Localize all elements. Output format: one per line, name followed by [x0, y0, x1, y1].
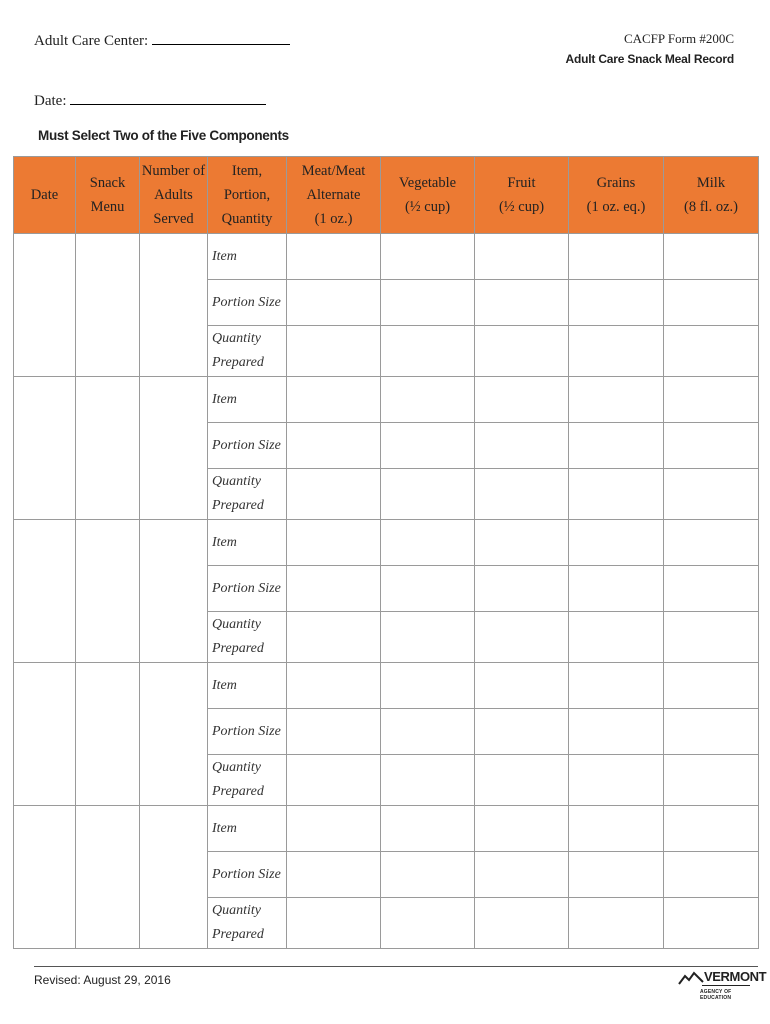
column-header-text: (1 oz. eq.) [586, 199, 646, 215]
grains-cell[interactable] [569, 234, 664, 280]
meat-cell[interactable] [287, 520, 381, 566]
grains-cell[interactable] [569, 898, 664, 949]
column-header-text: Alternate [306, 187, 361, 203]
adults-served-cell[interactable] [140, 520, 208, 663]
column-header-text: Menu [90, 199, 125, 215]
row-label-text: Item [212, 534, 237, 550]
fruit-cell[interactable] [475, 377, 569, 423]
fruit-cell[interactable] [475, 663, 569, 709]
grains-cell[interactable] [569, 709, 664, 755]
adult-care-center-line[interactable] [152, 30, 290, 45]
row-label-text: Portion Size [212, 866, 281, 882]
date-cell[interactable] [14, 806, 76, 949]
column-header-5 [381, 157, 475, 234]
meat-cell[interactable] [287, 234, 381, 280]
row-label-text: Prepared [212, 355, 264, 370]
date-cell[interactable] [14, 663, 76, 806]
vegetable-cell[interactable] [381, 234, 475, 280]
grains-cell[interactable] [569, 469, 664, 520]
vegetable-cell[interactable] [381, 469, 475, 520]
grains-cell[interactable] [569, 280, 664, 326]
form-title: Adult Care Snack Meal Record [565, 52, 734, 66]
fruit-cell[interactable] [475, 326, 569, 377]
grains-cell[interactable] [569, 755, 664, 806]
instruction-text: Must Select Two of the Five Components [38, 128, 289, 143]
vegetable-cell[interactable] [381, 663, 475, 709]
date-cell[interactable] [14, 234, 76, 377]
grains-cell[interactable] [569, 663, 664, 709]
row-label-text: Portion Size [212, 294, 281, 310]
row-label-text: Quantity [212, 331, 261, 346]
fruit-cell[interactable] [475, 566, 569, 612]
header-row [14, 157, 759, 234]
vegetable-cell[interactable] [381, 280, 475, 326]
milk-cell[interactable] [664, 566, 759, 612]
milk-cell[interactable] [664, 469, 759, 520]
row-label-text: Item [212, 820, 237, 836]
milk-cell[interactable] [664, 520, 759, 566]
vegetable-cell[interactable] [381, 326, 475, 377]
row-label-cell [208, 566, 287, 612]
meat-cell[interactable] [287, 423, 381, 469]
vegetable-cell[interactable] [381, 709, 475, 755]
column-header-text: Quantity [221, 211, 273, 227]
meat-cell[interactable] [287, 709, 381, 755]
logo-subtitle: AGENCY OF EDUCATION [700, 989, 732, 1001]
column-header-2 [140, 157, 208, 234]
column-header-6 [475, 157, 569, 234]
snack-menu-cell[interactable] [76, 520, 140, 663]
table-row [14, 520, 759, 566]
column-header-text: (8 fl. oz.) [684, 199, 738, 215]
adults-served-cell[interactable] [140, 377, 208, 520]
adult-care-center-field[interactable] [34, 30, 290, 50]
grains-cell[interactable] [569, 806, 664, 852]
row-label-text: Quantity [212, 760, 261, 775]
meat-cell[interactable] [287, 755, 381, 806]
adults-served-cell[interactable] [140, 806, 208, 949]
row-label-cell [208, 377, 287, 423]
milk-cell[interactable] [664, 377, 759, 423]
row-label-cell [208, 663, 287, 709]
column-header-text: Date [30, 187, 59, 203]
milk-cell[interactable] [664, 423, 759, 469]
table-row [14, 377, 759, 423]
column-header-text: Grains [596, 175, 636, 191]
row-label-cell [208, 326, 287, 377]
milk-cell[interactable] [664, 234, 759, 280]
row-label-text: Quantity [212, 617, 261, 632]
logo-underline [702, 985, 750, 986]
adults-served-cell[interactable] [140, 234, 208, 377]
meat-cell[interactable] [287, 469, 381, 520]
table-row [14, 663, 759, 709]
snack-menu-cell[interactable] [76, 663, 140, 806]
snack-menu-cell[interactable] [76, 377, 140, 520]
row-label-text: Item [212, 677, 237, 693]
milk-cell[interactable] [664, 612, 759, 663]
grains-cell[interactable] [569, 377, 664, 423]
row-label-cell [208, 423, 287, 469]
row-label-cell [208, 234, 287, 280]
milk-cell[interactable] [664, 663, 759, 709]
fruit-cell[interactable] [475, 755, 569, 806]
milk-cell[interactable] [664, 326, 759, 377]
fruit-cell[interactable] [475, 234, 569, 280]
fruit-cell[interactable] [475, 612, 569, 663]
column-header-text: (½ cup) [498, 199, 545, 215]
grains-cell[interactable] [569, 852, 664, 898]
vegetable-cell[interactable] [381, 566, 475, 612]
row-label-cell [208, 709, 287, 755]
row-label-text: Prepared [212, 784, 264, 799]
grains-cell[interactable] [569, 612, 664, 663]
grains-cell[interactable] [569, 423, 664, 469]
row-label-cell [208, 898, 287, 949]
column-header-1 [76, 157, 140, 234]
column-header-text: (1 oz.) [314, 211, 353, 227]
vegetable-cell[interactable] [381, 612, 475, 663]
vermont-logo [678, 968, 767, 1002]
meat-cell[interactable] [287, 566, 381, 612]
column-header-text: Meat/Meat [301, 163, 366, 179]
date-cell[interactable] [14, 377, 76, 520]
footer-divider [34, 966, 758, 967]
milk-cell[interactable] [664, 709, 759, 755]
row-label-text: Quantity [212, 903, 261, 918]
column-header-text: Number of [141, 163, 206, 179]
column-header-text: Fruit [507, 175, 536, 191]
grains-cell[interactable] [569, 566, 664, 612]
fruit-cell[interactable] [475, 898, 569, 949]
row-label-text: Item [212, 391, 237, 407]
column-header-text: (½ cup) [404, 199, 451, 215]
mountain-icon [678, 970, 704, 988]
grains-cell[interactable] [569, 326, 664, 377]
row-label-text: Prepared [212, 498, 264, 513]
row-label-cell [208, 755, 287, 806]
meat-cell[interactable] [287, 377, 381, 423]
row-label-text: Quantity [212, 474, 261, 489]
column-header-text: Vegetable [398, 175, 457, 191]
milk-cell[interactable] [664, 280, 759, 326]
snack-menu-cell[interactable] [76, 234, 140, 377]
column-header-8 [664, 157, 759, 234]
table-row [14, 234, 759, 280]
meat-cell[interactable] [287, 663, 381, 709]
date-line[interactable] [70, 90, 266, 105]
row-label-cell [208, 469, 287, 520]
date-field[interactable] [34, 90, 266, 110]
fruit-cell[interactable] [475, 852, 569, 898]
form-number: CACFP Form #200C [623, 31, 734, 46]
fruit-cell[interactable] [475, 469, 569, 520]
column-header-0 [14, 157, 76, 234]
logo-name: VERMONT [704, 969, 767, 984]
adult-care-center-label: Adult Care Center: [34, 33, 149, 49]
meat-cell[interactable] [287, 280, 381, 326]
snack-menu-cell[interactable] [76, 806, 140, 949]
row-label-text: Portion Size [212, 723, 281, 739]
snack-record-table [13, 156, 759, 949]
column-header-7 [569, 157, 664, 234]
row-label-text: Prepared [212, 927, 264, 942]
grains-cell[interactable] [569, 520, 664, 566]
column-header-4 [287, 157, 381, 234]
meat-cell[interactable] [287, 898, 381, 949]
fruit-cell[interactable] [475, 806, 569, 852]
row-label-cell [208, 806, 287, 852]
row-label-cell [208, 520, 287, 566]
meat-cell[interactable] [287, 806, 381, 852]
row-label-cell [208, 852, 287, 898]
fruit-cell[interactable] [475, 280, 569, 326]
column-header-3 [208, 157, 287, 234]
table-row [14, 806, 759, 852]
fruit-cell[interactable] [475, 520, 569, 566]
column-header-text: Milk [696, 175, 726, 191]
milk-cell[interactable] [664, 898, 759, 949]
vegetable-cell[interactable] [381, 377, 475, 423]
fruit-cell[interactable] [475, 709, 569, 755]
vegetable-cell[interactable] [381, 423, 475, 469]
milk-cell[interactable] [664, 755, 759, 806]
column-header-text: Served [153, 211, 194, 227]
column-header-text: Adults [154, 187, 193, 203]
milk-cell[interactable] [664, 806, 759, 852]
column-header-text: Snack [89, 175, 126, 191]
row-label-cell [208, 612, 287, 663]
vegetable-cell[interactable] [381, 520, 475, 566]
meat-cell[interactable] [287, 326, 381, 377]
vegetable-cell[interactable] [381, 898, 475, 949]
vegetable-cell[interactable] [381, 852, 475, 898]
adults-served-cell[interactable] [140, 663, 208, 806]
date-cell[interactable] [14, 520, 76, 663]
revised-date: Revised: August 29, 2016 [34, 973, 171, 987]
meat-cell[interactable] [287, 852, 381, 898]
vegetable-cell[interactable] [381, 806, 475, 852]
fruit-cell[interactable] [475, 423, 569, 469]
milk-cell[interactable] [664, 852, 759, 898]
date-label: Date: [34, 93, 67, 109]
row-label-cell [208, 280, 287, 326]
row-label-text: Portion Size [212, 437, 281, 453]
row-label-text: Portion Size [212, 580, 281, 596]
row-label-text: Prepared [212, 641, 264, 656]
column-header-text: Item, Portion, [223, 163, 271, 203]
row-label-text: Item [212, 248, 237, 264]
meat-cell[interactable] [287, 612, 381, 663]
vegetable-cell[interactable] [381, 755, 475, 806]
